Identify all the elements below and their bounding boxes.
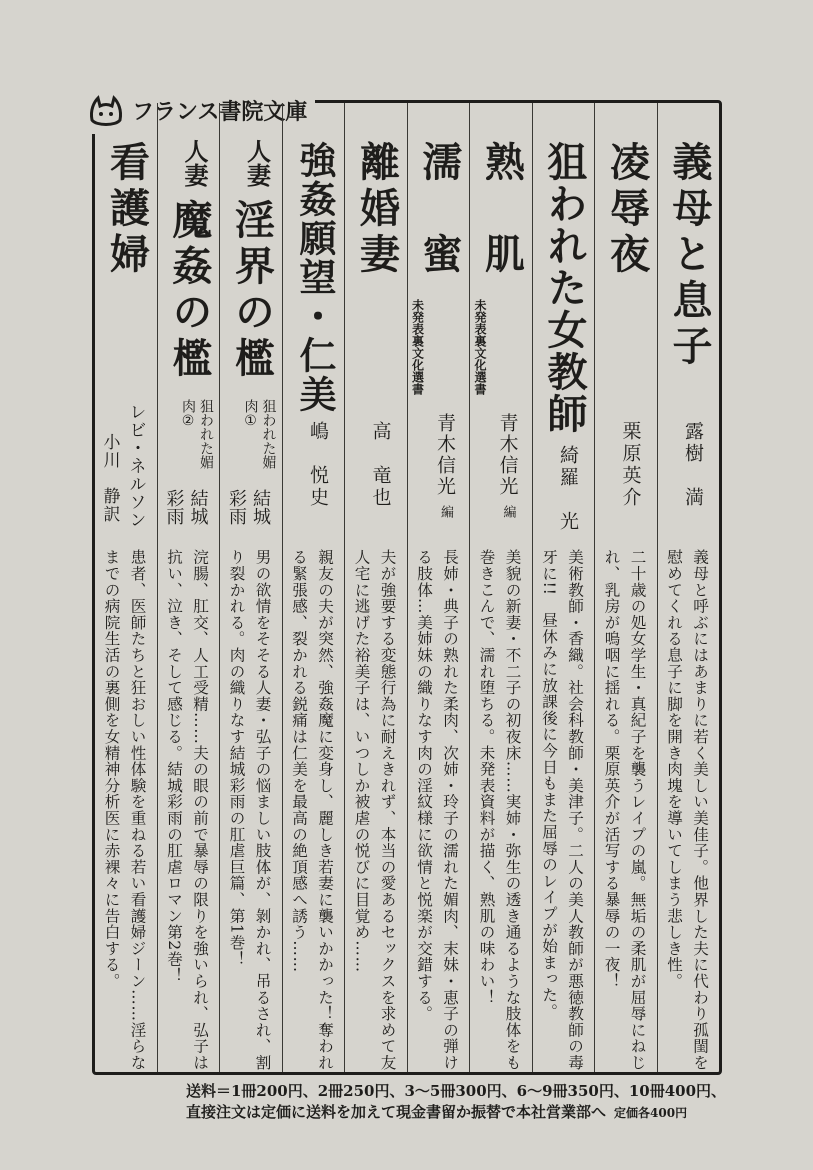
book-series: 未発表裏文化選書	[410, 299, 425, 395]
book-editor	[495, 413, 522, 520]
book-author: 露樹 満	[682, 421, 704, 509]
book-list	[95, 103, 719, 1072]
book-title: 義母と息子	[666, 141, 712, 371]
book-editor	[432, 413, 459, 520]
book-title: 濡 蜜	[416, 141, 462, 279]
book-entry	[594, 103, 657, 1072]
book-author: 高 竜也	[369, 421, 392, 509]
book-entry	[532, 103, 595, 1072]
book-title-prefix: 人妻	[242, 139, 271, 187]
book-description: 長姉・典子の熟れた柔肉、次姉・玲子の濡れた媚肉、末妹・恵子の弾ける肢体…美姉妹の織りなす肉の淫紋様に欲情と悦楽が交錯する。	[415, 549, 459, 1071]
book-subtitle: 狙われた媚肉①	[242, 399, 277, 469]
editor-name: 青木信光	[496, 413, 519, 497]
book-entry	[282, 103, 345, 1072]
book-title: 強姦願望・仁美	[293, 141, 336, 414]
book-description: 夫が強要する変態行為に耐えきれず、本当の愛あるセックスを求めて友人宅に逃げた裕美子は、いつしか被虐の悦びに目覚め……	[352, 549, 397, 1071]
editor-name: 青木信光	[434, 413, 456, 497]
book-description: 男の欲情をそそる人妻・弘子の悩ましい肢体が、剝かれ、吊るされ、割り裂かれる。肉の織りなす結城彩雨の肛虐巨篇、第1巻！	[227, 549, 272, 1071]
book-entry	[219, 103, 282, 1072]
book-entry	[407, 103, 470, 1072]
book-title: 淫界の檻	[228, 199, 275, 383]
book-series: 未発表裏文化選書	[473, 299, 487, 395]
book-description: 患者、医師たちと狂おしい性体験を重ねる若い看護婦ジーン……淫らなまでの病院生活の裏側を女精神分析医に赤裸々に告白する。	[102, 549, 147, 1071]
book-author: 綺羅 光	[557, 445, 579, 533]
book-description: 美貌の新妻・不二子の初夜床……実姉・弥生の透き通るような肢体をも巻きこんで、濡れ堕ちる。未発表資料が描く、熟肌の味わい！	[477, 549, 522, 1071]
publisher-name: フランス書院文庫	[132, 99, 308, 125]
book-entry	[657, 103, 720, 1072]
book-description: 親友の夫が突然、強姦魔に変身し、麗しき若妻に襲いかかった！奪われる緊張感、裂かれる鋭痛は仁美を最高の絶頂感へ誘う……	[290, 549, 334, 1071]
book-title: 魔姦の檻	[166, 199, 212, 383]
book-author: レビ・ネルソン	[125, 403, 146, 529]
shipping-info: 送料＝1冊200円、2冊250円、3～5冊300円、6～9冊350円、10冊400円、	[186, 1082, 727, 1100]
order-text: 直接注文は定価に送料を加えて現金書留か振替で本社営業部へ	[186, 1103, 607, 1121]
book-subtitle: 狙われた媚肉②	[180, 399, 214, 469]
book-title-prefix: 人妻	[180, 139, 208, 187]
book-author: 栗原英介	[619, 421, 642, 509]
book-translator: 小川 静訳	[99, 433, 120, 523]
editor-suffix: 編	[438, 505, 453, 521]
book-entry	[157, 103, 220, 1072]
book-entry	[95, 103, 157, 1072]
book-title: 看護婦	[103, 141, 150, 279]
book-description: 美術教師・香織。社会科教師・美津子。二人の美人教師が悪徳教師の毒牙に!! 昼休みに放課後に今日もまた屈辱のレイプが始まった。	[540, 549, 584, 1071]
book-title: 熟 肌	[478, 141, 525, 279]
book-title: 狙われた女教師	[541, 141, 587, 435]
book-author: 嶋 悦史	[307, 421, 329, 509]
book-description: 浣腸、肛交、人工受精……夫の眼の前で暴辱の限りを強いられ、弘子は抗い、泣き、そして感じる。結城彩雨の肛虐ロマン第2巻！	[165, 549, 209, 1071]
book-description: 義母と呼ぶにはあまりに若く美しい美佳子。他界した夫に代わり孤閨を慰めてくれる息子に脚を開き肉塊を導いてしまう悲しき性。	[665, 549, 709, 1071]
book-title: 凌辱夜	[603, 141, 650, 279]
order-info	[186, 1101, 687, 1122]
editor-suffix: 編	[500, 505, 516, 521]
book-author: 結城彩雨	[163, 489, 209, 525]
book-title: 離婚妻	[353, 141, 400, 279]
book-description: 二十歳の処女学生・真紀子を襲うレイプの嵐。無垢の柔肌が屈辱にねじれ、乳房が嗚咽に揺れる。栗原英介が活写する暴辱の一夜！	[602, 549, 647, 1071]
book-entry	[344, 103, 407, 1072]
book-author: 結城彩雨	[226, 489, 271, 525]
book-entry	[469, 103, 532, 1072]
price-text: 定価各400円	[614, 1106, 688, 1120]
